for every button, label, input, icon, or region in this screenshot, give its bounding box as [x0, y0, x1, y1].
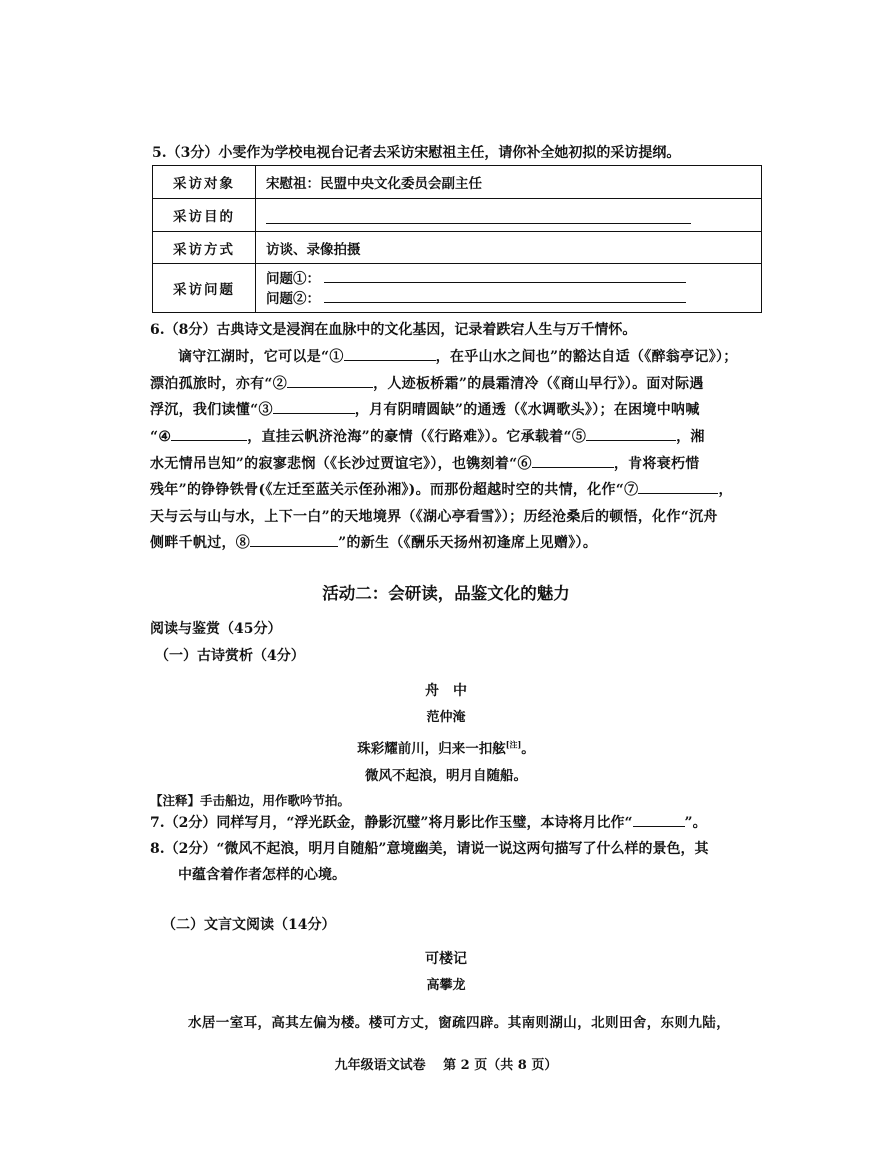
interview-outline-table — [152, 165, 762, 313]
page-footer: 九年级语文试卷 第 2 页（共 8 页） — [334, 1058, 558, 1073]
q6-line-7: 天与云与山与水，上下一白”的天地境界（《湖心亭看雪》）；历经沧桑后的顿悟，化作“沉舟 — [150, 509, 718, 525]
poem-note-marker: [注] — [505, 739, 522, 750]
question-1-label: 问题①： — [266, 271, 320, 287]
answer-blank-1[interactable] — [344, 346, 436, 361]
answer-blank-question-2[interactable] — [324, 290, 686, 303]
answer-blank-2[interactable] — [287, 373, 373, 388]
question-5: 5.（3分）小雯作为学校电视台记者去采访宋慰祖主任，请你补全她初拟的采访提纲。 — [152, 145, 681, 161]
poem-title: 舟 中 — [425, 683, 467, 699]
essay-title: 可楼记 — [425, 951, 467, 967]
row-label-purpose: 采访目的 — [153, 199, 256, 232]
answer-blank-8[interactable] — [250, 532, 338, 547]
q6-line-6: 残年”的铮铮铁骨(《左迁至蓝关示侄孙湘》)。而那份超越时空的共情，化作“⑦ ， — [150, 479, 733, 499]
question-8-line-1: 8.（2分）“微风不起浪，明月自随船”意境幽美，请说一说这两句描写了什么样的景色，其 — [150, 841, 709, 857]
activity-2-heading: 活动二：会研读，品鉴文化的魅力 — [322, 584, 570, 603]
essay-line-1: 水居一室耳，高其左偏为楼。楼可方丈，窗疏四辟。其南则湖山，北则田舍，东则九陆， — [188, 1015, 731, 1031]
poem-annotation: 【注释】手击船边，用作歌吟节拍。 — [150, 793, 351, 808]
row-label-method: 采访方式 — [153, 232, 256, 264]
q6-line-2: 漂泊孤旅时，亦有“② ，人迹板桥霜”的晨霜清冷（《商山早行》）。面对际遇 — [150, 373, 704, 393]
q6-line-1: 谪守江湖时，它可以是“① ，在乎山水之间也”的豁达自适（《醉翁亭记》）； — [178, 346, 738, 366]
poem-author: 范仲淹 — [426, 710, 466, 725]
answer-blank-4[interactable] — [171, 426, 247, 441]
answer-blank-q7[interactable] — [633, 812, 685, 827]
row-value-method: 访谈、录像拍摄 — [256, 232, 762, 264]
questions-cell — [256, 264, 762, 313]
question-2-label: 问题②： — [266, 291, 320, 307]
q6-line-3: 浮沉，我们读懂“③ ，月有阴晴圆缺”的通透（《水调歌头》）；在困境中呐喊 — [150, 399, 700, 419]
answer-blank-3[interactable] — [273, 399, 355, 414]
answer-blank-question-1[interactable] — [324, 270, 686, 283]
poem-line-2: 微风不起浪，明月自随船。 — [365, 768, 527, 784]
row-value-subject: 宋慰祖：民盟中央文化委员会副主任 — [256, 166, 762, 199]
section-1-title: （一）古诗赏析（4分） — [155, 648, 305, 664]
answer-blank-5[interactable] — [586, 426, 676, 441]
q6-line-5: 水无情吊岂知”的寂寥悲悯（《长沙过贾谊宅》），也镌刻着“⑥ ，肯将衰朽惜 — [150, 453, 700, 473]
answer-blank-purpose[interactable] — [256, 199, 762, 232]
question-6-intro: 6.（8分）古典诗文是浸润在血脉中的文化基因，记录着跌宕人生与万千情怀。 — [150, 322, 637, 338]
essay-author: 高攀龙 — [426, 978, 466, 993]
section-2-title: （二）文言文阅读（14分） — [162, 917, 336, 933]
reading-header: 阅读与鉴赏（45分） — [150, 621, 282, 637]
row-label-subject: 采访对象 — [153, 166, 256, 199]
poem-line-1: 珠彩耀前川，归来一扣舷[注]。 — [357, 739, 535, 757]
q6-line-4: “④ ，直挂云帆济沧海”的豪情（《行路难》）。它承载着“⑤ ，湘 — [150, 426, 705, 446]
row-label-questions: 采访问题 — [153, 264, 256, 313]
question-7: 7.（2分）同样写月，“浮光跃金，静影沉璧”将月影比作玉璧，本诗将月比作“ ”。 — [150, 812, 707, 832]
question-8-line-2: 中蕴含着作者怎样的心境。 — [178, 867, 346, 883]
answer-blank-6[interactable] — [532, 453, 614, 468]
answer-blank-7[interactable] — [638, 479, 718, 494]
q6-line-8: 侧畔千帆过，⑧ ”的新生（《酬乐天扬州初逢席上见赠》）。 — [150, 532, 597, 552]
